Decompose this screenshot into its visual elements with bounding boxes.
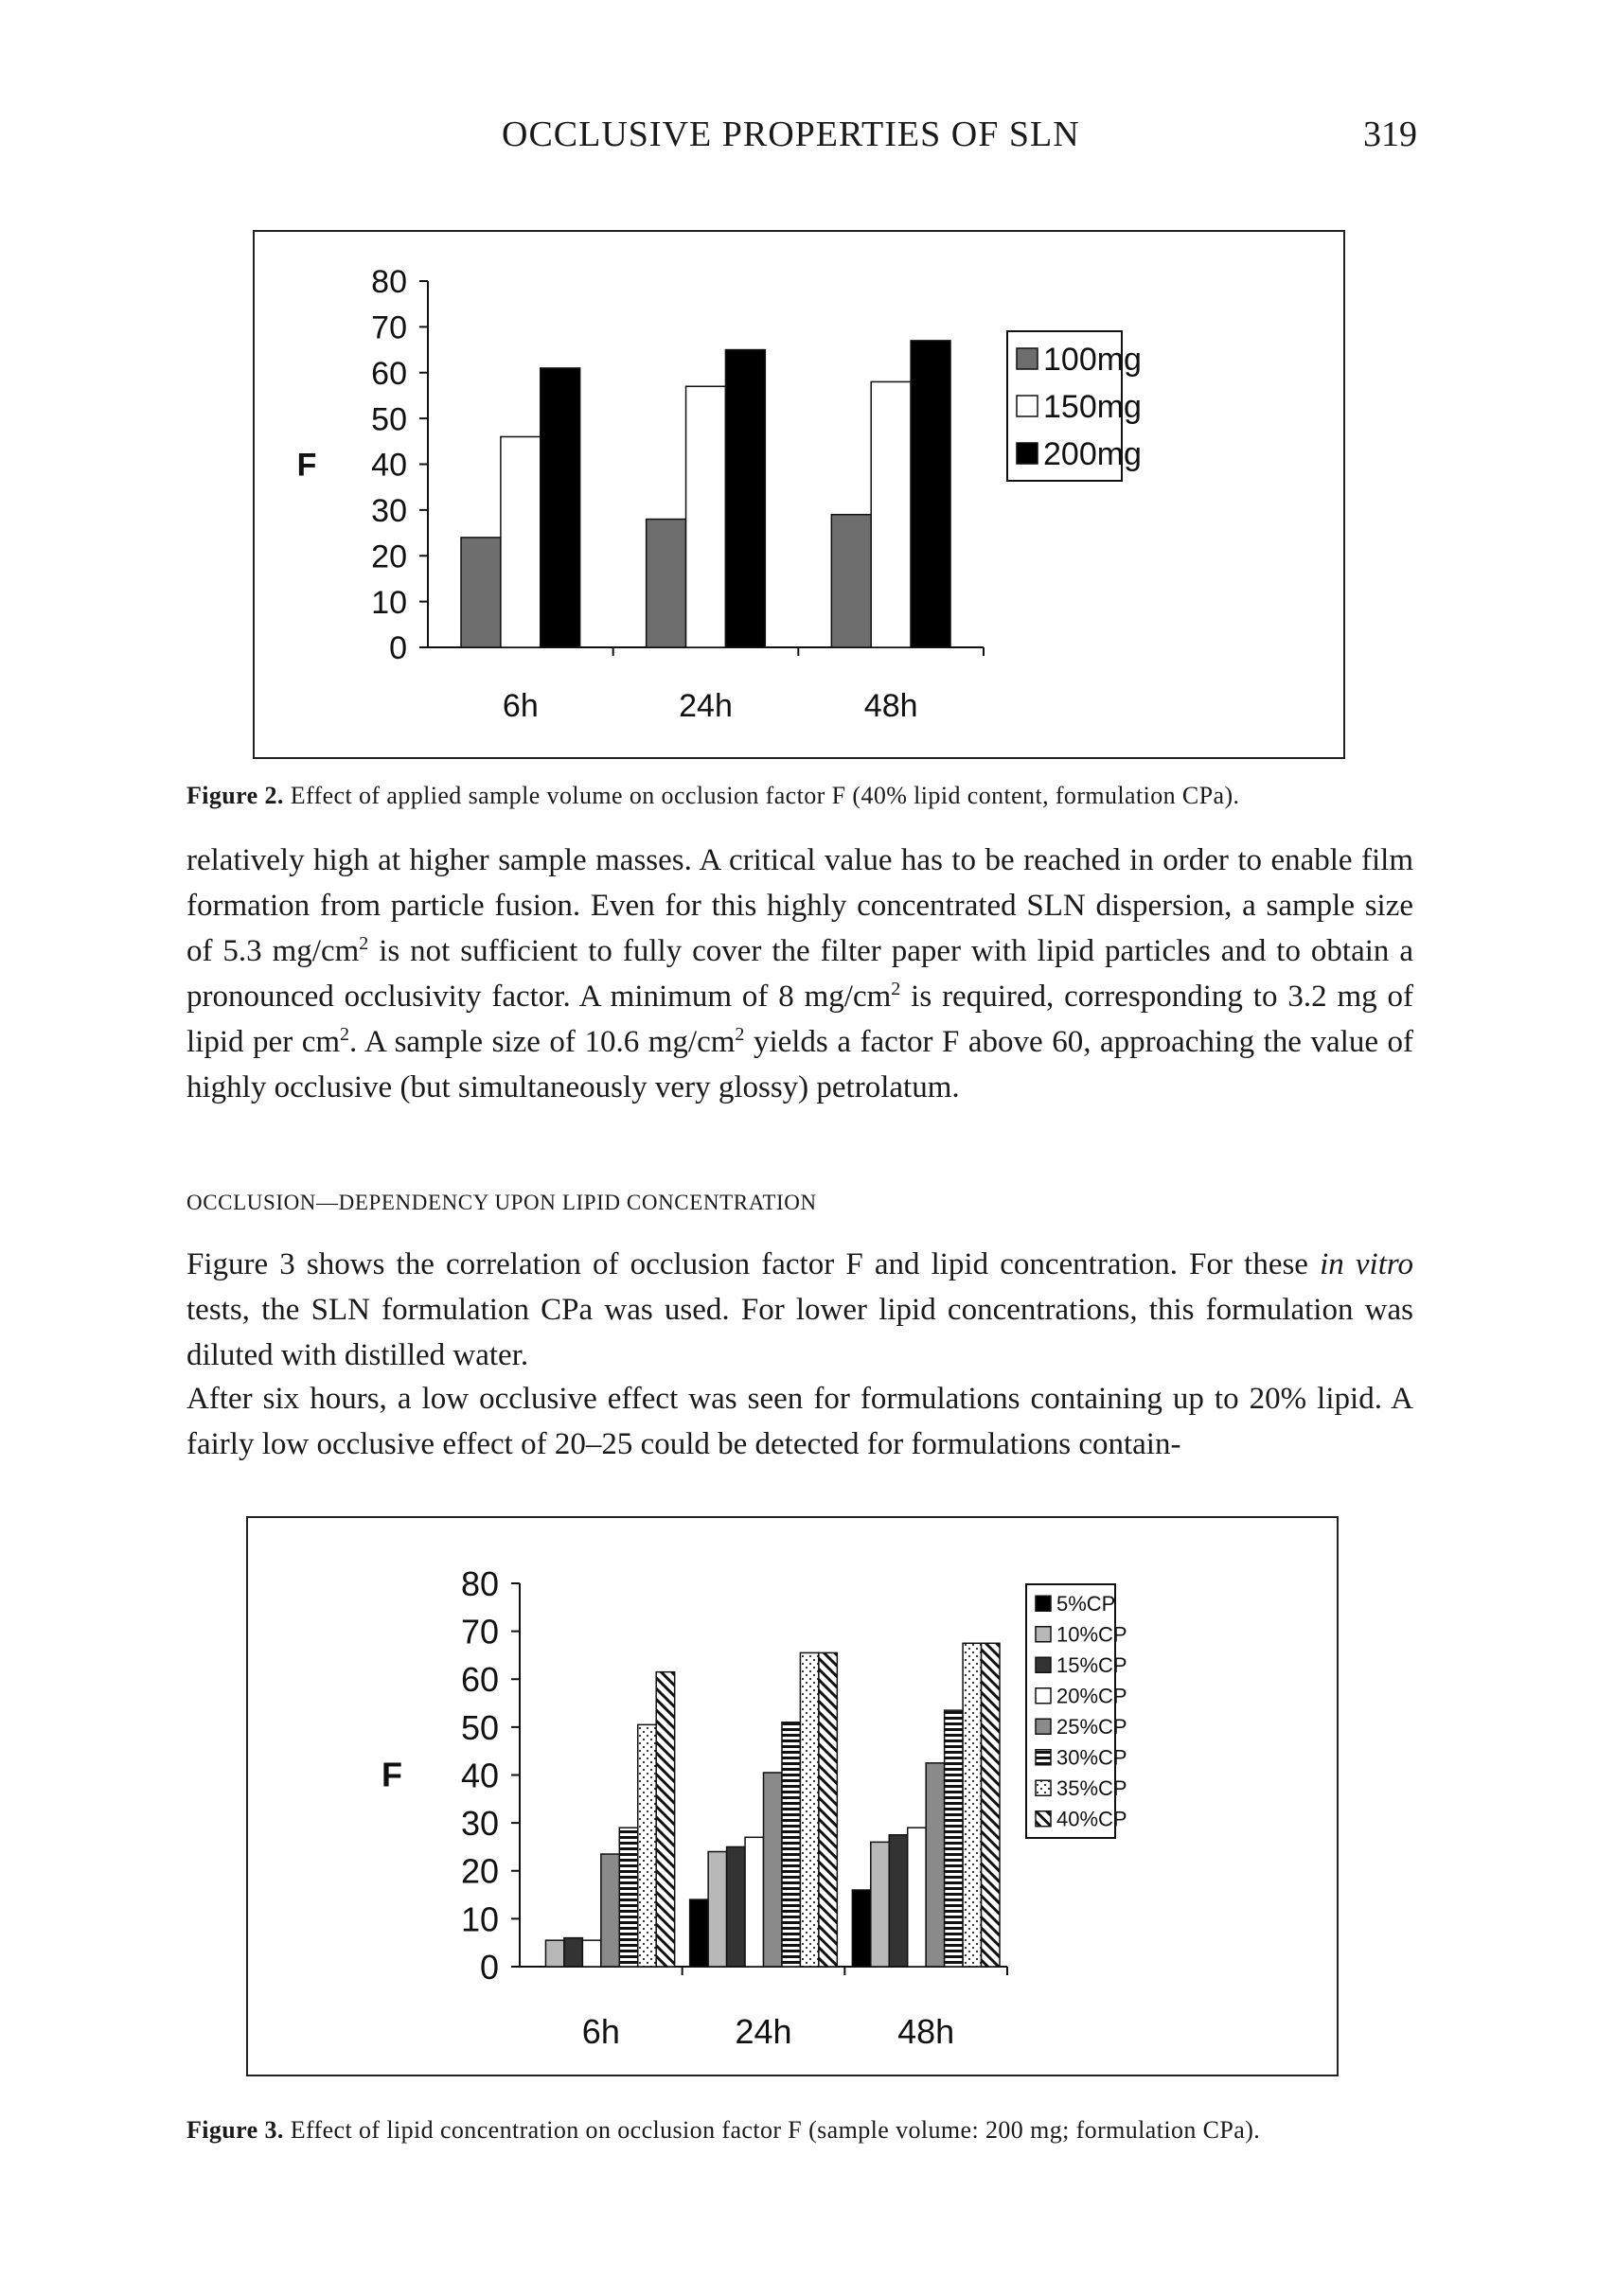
legend-label-15pctcp: 15%CP [1056, 1653, 1127, 1678]
y-tick-label: 20 [460, 1851, 499, 1891]
para1-text-a: relatively high at higher sample masses. A critical value has to be reached in order to enable film formation from particle fusion. Even for this highly concentrated SLN dispersion, a sample size of 5.3 mg/cm [186, 843, 1413, 968]
legend-label-20pctcp: 20%CP [1056, 1684, 1127, 1708]
y-tick-label: 30 [460, 1804, 499, 1844]
legend-swatch-40pctcp [1036, 1811, 1051, 1827]
figure-2-chart [255, 232, 1343, 757]
bar-100mg-24h [647, 520, 686, 647]
y-tick-label: 70 [371, 309, 407, 346]
x-tick-label-24h: 24h [735, 2012, 792, 2051]
legend-label-25pctcp: 25%CP [1056, 1715, 1127, 1740]
y-axis-label: F [382, 1755, 402, 1794]
bar-150mg-6h [501, 436, 541, 647]
y-tick-label: 60 [460, 1660, 499, 1700]
x-tick-label-24h: 24h [679, 688, 733, 724]
para2-italic: in vitro [1320, 1247, 1413, 1281]
bar-40pctcp-24h [819, 1652, 837, 1967]
bar-15pctcp-48h [889, 1835, 907, 1967]
bar-200mg-48h [911, 341, 950, 647]
legend-label-100mg: 100mg [1043, 342, 1142, 379]
y-tick-label: 50 [371, 401, 407, 438]
legend-label-35pctcp: 35%CP [1056, 1776, 1127, 1801]
y-tick-label: 0 [389, 630, 407, 667]
legend-swatch-150mg [1017, 396, 1038, 416]
bar-30pctcp-6h [619, 1828, 637, 1967]
y-tick-label: 40 [371, 447, 407, 484]
bar-10pctcp-24h [708, 1852, 726, 1968]
paragraph-3 [186, 1376, 1413, 1467]
legend-swatch-100mg [1017, 348, 1038, 369]
legend-swatch-35pctcp [1036, 1780, 1051, 1795]
figure-3-caption-text: Effect of lipid concentration on occlusion factor F (sample volume: 200 mg; formulation CPa). [290, 2116, 1261, 2144]
y-tick-label: 10 [460, 1899, 499, 1939]
bar-100mg-48h [831, 515, 871, 647]
legend-swatch-30pctcp [1036, 1750, 1051, 1765]
figure-3-caption [186, 2116, 1436, 2145]
figure-2 [253, 230, 1345, 759]
bar-5pctcp-48h [852, 1890, 870, 1967]
bar-15pctcp-24h [727, 1846, 745, 1967]
para1-text-e: yields a factor F above 60, approaching the value of highly occlusive (but simultaneously very glossy) petrolatum. [186, 1025, 1413, 1104]
para1-text-d: . A sample size of 10.6 mg/cm [349, 1025, 736, 1059]
bar-35pctcp-6h [638, 1724, 656, 1967]
figure-3-caption-label: Figure 3. [186, 2116, 284, 2144]
figure-2-caption [186, 782, 1417, 810]
figure-2-caption-text: Effect of applied sample volume on occlusion factor F (40% lipid content, formulation CPa). [290, 782, 1240, 809]
y-tick-label: 30 [371, 493, 407, 530]
bar-40pctcp-48h [982, 1643, 1000, 1967]
para1-text-c: is required, corresponding to 3.2 mg of lipid per cm [186, 980, 1414, 1059]
bar-5pctcp-24h [690, 1899, 708, 1967]
bar-20pctcp-6h [582, 1940, 600, 1967]
legend-label-40pctcp: 40%CP [1056, 1807, 1127, 1831]
para1-sup-2: 2 [891, 979, 901, 999]
para1-sup-1: 2 [359, 933, 369, 954]
bar-10pctcp-6h [545, 1940, 563, 1967]
y-axis-label: F [296, 447, 317, 484]
bar-20pctcp-24h [745, 1837, 763, 1967]
legend-label-5pctcp: 5%CP [1056, 1592, 1116, 1616]
legend-label-30pctcp: 30%CP [1056, 1745, 1127, 1770]
bar-150mg-24h [686, 386, 726, 647]
para1-text-b: is not sufficient to fully cover the filter paper with lipid particles and to obtain a pronounced occlusivity factor. A minimum of 8 mg/cm [186, 934, 1413, 1014]
para1-sup-4: 2 [735, 1024, 745, 1045]
legend-swatch-25pctcp [1036, 1719, 1051, 1734]
bar-30pctcp-24h [782, 1722, 800, 1967]
bar-20pctcp-48h [908, 1828, 926, 1967]
bar-200mg-6h [541, 368, 580, 647]
bar-25pctcp-24h [764, 1773, 782, 1967]
legend-swatch-20pctcp [1036, 1688, 1051, 1704]
x-tick-label-6h: 6h [502, 688, 539, 724]
bar-150mg-48h [871, 381, 911, 647]
bar-35pctcp-48h [963, 1643, 981, 1967]
x-tick-label-48h: 48h [863, 688, 918, 724]
y-tick-label: 60 [371, 355, 407, 392]
x-tick-label-6h: 6h [581, 2012, 620, 2051]
bar-30pctcp-48h [945, 1710, 963, 1967]
bar-100mg-6h [461, 538, 501, 647]
bar-40pctcp-6h [656, 1672, 674, 1967]
paragraph-1 [186, 838, 1413, 1110]
legend-swatch-15pctcp [1036, 1657, 1051, 1672]
bar-35pctcp-24h [800, 1652, 818, 1967]
y-tick-label: 20 [371, 539, 407, 575]
legend-label-10pctcp: 10%CP [1056, 1622, 1127, 1647]
legend-label-200mg: 200mg [1043, 436, 1142, 473]
para2-text-b: tests, the SLN formulation CPa was used. For lower lipid concentrations, this formulation was diluted with distilled water. [186, 1293, 1413, 1372]
page-number: 319 [1363, 115, 1417, 154]
x-tick-label-48h: 48h [897, 2012, 955, 2051]
para3-text: After six hours, a low occlusive effect was seen for formulations containing up to 20% lipid. A fairly low occlusive effect of 20–25 could be detected for formulations contain- [186, 1382, 1413, 1461]
bar-10pctcp-48h [871, 1842, 889, 1967]
y-tick-label: 70 [460, 1612, 499, 1651]
para2-text-a: Figure 3 shows the correlation of occlusion factor F and lipid concentration. For these [186, 1247, 1321, 1281]
y-tick-label: 50 [460, 1707, 499, 1747]
section-heading: OCCLUSION—DEPENDENCY UPON LIPID CONCENTRATION [186, 1191, 817, 1214]
legend-label-150mg: 150mg [1043, 389, 1142, 426]
figure-3 [246, 1516, 1339, 2076]
y-tick-label: 40 [460, 1756, 499, 1795]
bar-15pctcp-6h [564, 1938, 582, 1967]
legend-swatch-200mg [1017, 443, 1038, 464]
para1-sup-3: 2 [340, 1024, 350, 1045]
paragraph-2 [186, 1242, 1413, 1378]
y-tick-label: 10 [371, 584, 407, 621]
legend-swatch-5pctcp [1036, 1596, 1051, 1611]
y-tick-label: 0 [479, 1947, 499, 1987]
y-tick-label: 80 [460, 1563, 499, 1603]
figure-2-caption-label: Figure 2. [186, 782, 284, 809]
bar-25pctcp-48h [926, 1763, 944, 1967]
bar-200mg-24h [725, 350, 765, 647]
running-head: OCCLUSIVE PROPERTIES OF SLN [502, 115, 1080, 154]
bar-25pctcp-6h [601, 1854, 619, 1967]
legend-swatch-10pctcp [1036, 1627, 1051, 1642]
y-tick-label: 80 [371, 264, 407, 301]
figure-3-chart [248, 1518, 1337, 2075]
